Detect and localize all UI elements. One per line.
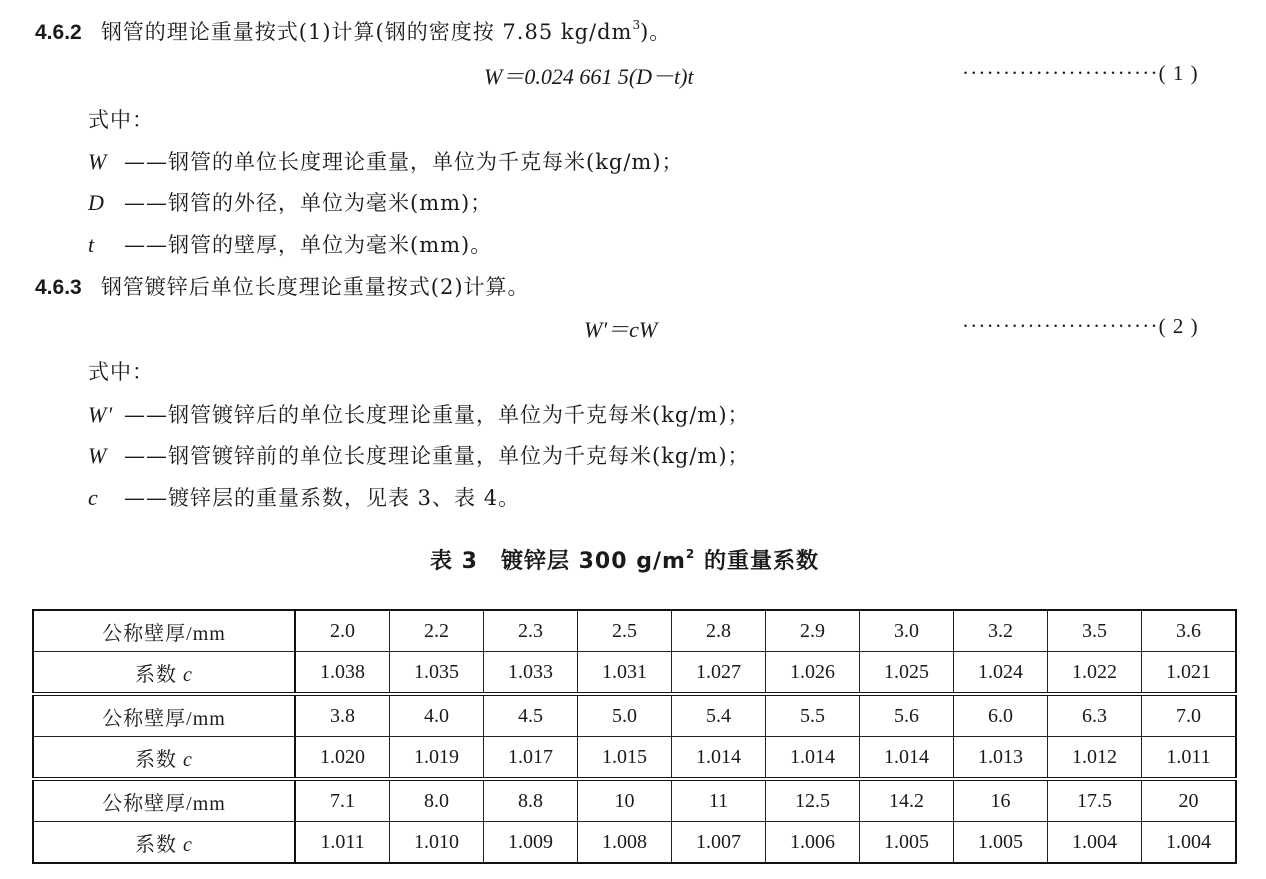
formula-1: W＝0.024 661 5(D－t)t <box>484 64 694 89</box>
definition-D <box>88 187 492 217</box>
thickness-cell: 5.0 <box>578 694 672 737</box>
thickness-cell: 14.2 <box>860 779 954 822</box>
symbol: D <box>88 190 105 215</box>
coefficient-cell: 1.006 <box>766 822 860 864</box>
thickness-cell: 6.3 <box>1048 694 1142 737</box>
coefficient-row-label: 系数 c <box>33 737 295 780</box>
definition-text: ——钢管的外径，单位为毫米(mm)； <box>124 191 493 215</box>
section-number: 4.6.2 <box>35 21 82 44</box>
coefficient-cell: 1.038 <box>295 652 390 695</box>
coefficient-cell: 1.008 <box>578 822 672 864</box>
coefficient-cell: 1.014 <box>860 737 954 780</box>
thickness-cell: 17.5 <box>1048 779 1142 822</box>
thickness-cell: 10 <box>578 779 672 822</box>
caption-text: 表 3 镀锌层 300 g/m <box>430 549 686 574</box>
coefficient-cell: 1.005 <box>860 822 954 864</box>
coefficient-row-label: 系数 c <box>33 652 295 695</box>
coefficient-cell: 1.005 <box>954 822 1048 864</box>
definition-W-prime <box>88 399 750 429</box>
superscript: 3 <box>632 18 641 32</box>
definition-W-before <box>88 440 750 470</box>
equation-number-2 <box>962 314 1199 339</box>
thickness-cell: 20 <box>1142 779 1237 822</box>
coefficient-cell: 1.025 <box>860 652 954 695</box>
section-number: 4.6.3 <box>35 276 82 299</box>
thickness-row-label: 公称壁厚/mm <box>33 779 295 822</box>
coefficient-cell: 1.011 <box>1142 737 1237 780</box>
symbol-c: c <box>183 748 193 771</box>
table-caption <box>430 544 819 575</box>
definition-c <box>88 482 520 512</box>
coefficient-cell: 1.017 <box>484 737 578 780</box>
thickness-cell: 5.4 <box>672 694 766 737</box>
thickness-cell: 12.5 <box>766 779 860 822</box>
where-label-2: 式中： <box>88 360 154 384</box>
thickness-cell: 4.0 <box>390 694 484 737</box>
coefficient-cell: 1.012 <box>1048 737 1142 780</box>
definition-t <box>88 229 492 259</box>
eq-number: ( 1 ) <box>1158 61 1199 85</box>
caption-text-end: 的重量系数 <box>695 549 819 574</box>
symbol: c <box>88 485 99 510</box>
coefficient-cell: 1.024 <box>954 652 1048 695</box>
thickness-cell: 2.0 <box>295 610 390 652</box>
thickness-cell: 11 <box>672 779 766 822</box>
thickness-row-label: 公称壁厚/mm <box>33 610 295 652</box>
section-4-6-3-heading <box>35 271 530 301</box>
coefficient-cell: 1.009 <box>484 822 578 864</box>
thickness-cell: 5.5 <box>766 694 860 737</box>
thickness-cell: 6.0 <box>954 694 1048 737</box>
section-4-6-2-heading <box>35 16 671 46</box>
coefficient-cell: 1.007 <box>672 822 766 864</box>
coefficient-cell: 1.010 <box>390 822 484 864</box>
thickness-cell: 8.8 <box>484 779 578 822</box>
table-row <box>33 610 1236 652</box>
symbol: t <box>88 232 96 257</box>
thickness-cell: 7.0 <box>1142 694 1237 737</box>
coefficient-cell: 1.035 <box>390 652 484 695</box>
section-text: 钢管镀锌后单位长度理论重量按式(2)计算。 <box>100 275 530 299</box>
coefficient-cell: 1.031 <box>578 652 672 695</box>
thickness-cell: 2.2 <box>390 610 484 652</box>
coefficient-cell: 1.022 <box>1048 652 1142 695</box>
section-text: 钢管的理论重量按式(1)计算(钢的密度按 7.85 kg/dm <box>100 20 633 44</box>
table-row <box>33 737 1236 780</box>
coefficient-row-label: 系数 c <box>33 822 295 864</box>
coefficient-cell: 1.033 <box>484 652 578 695</box>
thickness-cell: 5.6 <box>860 694 954 737</box>
symbol-c: c <box>183 833 193 856</box>
thickness-cell: 16 <box>954 779 1048 822</box>
table-row <box>33 779 1236 822</box>
symbol-c: c <box>183 663 193 686</box>
table-row <box>33 652 1236 695</box>
superscript: 2 <box>685 547 696 561</box>
coefficient-cell: 1.014 <box>672 737 766 780</box>
thickness-cell: 2.8 <box>672 610 766 652</box>
definition-W <box>88 146 684 176</box>
leader-dots: ························ <box>962 314 1159 338</box>
thickness-cell: 8.0 <box>390 779 484 822</box>
formula-2: W′＝cW <box>584 317 658 342</box>
thickness-cell: 2.3 <box>484 610 578 652</box>
thickness-cell: 3.8 <box>295 694 390 737</box>
definition-text: ——镀锌层的重量系数，见表 3、表 4。 <box>124 486 521 510</box>
definition-text: ——钢管镀锌后的单位长度理论重量，单位为千克每米(kg/m)； <box>124 403 750 427</box>
symbol: W′ <box>88 402 114 427</box>
equation-number-1 <box>962 61 1199 86</box>
thickness-cell: 2.9 <box>766 610 860 652</box>
thickness-cell: 7.1 <box>295 779 390 822</box>
coefficient-cell: 1.020 <box>295 737 390 780</box>
coefficient-cell: 1.011 <box>295 822 390 864</box>
table-row <box>33 822 1236 864</box>
thickness-row-label: 公称壁厚/mm <box>33 694 295 737</box>
where-label: 式中： <box>88 108 154 132</box>
coefficient-cell: 1.027 <box>672 652 766 695</box>
thickness-cell: 3.2 <box>954 610 1048 652</box>
symbol: W <box>88 149 108 174</box>
thickness-cell: 3.5 <box>1048 610 1142 652</box>
coefficient-cell: 1.013 <box>954 737 1048 780</box>
coefficient-table <box>32 609 1237 864</box>
eq-number: ( 2 ) <box>1158 314 1199 338</box>
coefficient-cell: 1.004 <box>1142 822 1237 864</box>
thickness-cell: 3.6 <box>1142 610 1237 652</box>
coefficient-cell: 1.014 <box>766 737 860 780</box>
symbol: W <box>88 443 108 468</box>
definition-text: ——钢管的壁厚，单位为毫米(mm)。 <box>124 233 493 257</box>
definition-text: ——钢管的单位长度理论重量，单位为千克每米(kg/m)； <box>124 150 684 174</box>
coefficient-cell: 1.026 <box>766 652 860 695</box>
table-row <box>33 694 1236 737</box>
coefficient-cell: 1.004 <box>1048 822 1142 864</box>
thickness-cell: 3.0 <box>860 610 954 652</box>
coefficient-cell: 1.015 <box>578 737 672 780</box>
coefficient-cell: 1.019 <box>390 737 484 780</box>
definition-text: ——钢管镀锌前的单位长度理论重量，单位为千克每米(kg/m)； <box>124 444 750 468</box>
coefficient-cell: 1.021 <box>1142 652 1237 695</box>
section-text-end: )。 <box>640 20 672 44</box>
thickness-cell: 4.5 <box>484 694 578 737</box>
leader-dots: ························ <box>962 61 1159 85</box>
thickness-cell: 2.5 <box>578 610 672 652</box>
